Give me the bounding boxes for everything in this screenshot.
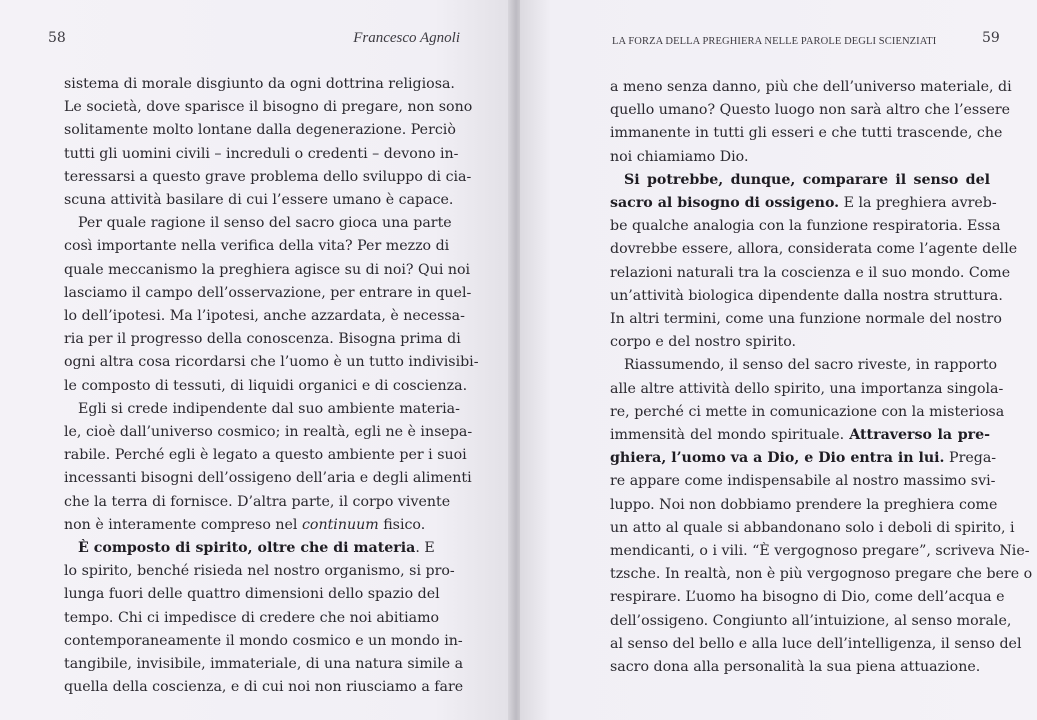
right-page [520, 0, 1037, 720]
line-text: immanente in tutti gli esseri e che tutti trascende, che [610, 125, 1003, 142]
text-line [64, 514, 432, 537]
line-text: dell’ossigeno. Congiunto all’intuizione, al senso morale, [610, 612, 1012, 629]
text-line [64, 235, 450, 258]
line-text: corpo e del nostro spirito. [610, 334, 797, 351]
line-text: sistema di morale disgiunto da ogni dottrina religiosa. [64, 76, 455, 92]
line-text: solitamente molto lontane dalla degenerazione. Perciò [64, 122, 456, 139]
text-line [64, 73, 455, 96]
running-head: Francesco Agnoli [353, 30, 460, 46]
text-line [610, 99, 1011, 122]
text-line [64, 212, 452, 235]
text-line [610, 540, 1030, 563]
line-text: respirare. L’uomo ha bisogno di Dio, come dell’acqua e [610, 589, 1005, 606]
text-line [64, 143, 459, 166]
line-text: alle altre attività dello spirito, una importanza singola- [610, 380, 1004, 397]
bold-text: sacro al bisogno di ossigeno. [610, 195, 840, 212]
text-line [64, 421, 473, 444]
text-line [64, 375, 468, 398]
text-line [610, 378, 1004, 401]
text-line [64, 351, 479, 374]
line-text: contemporaneamente il mondo cosmico e un mondo in- [64, 632, 463, 649]
page-number: 58 [48, 30, 66, 46]
text-line [610, 331, 990, 354]
line-text: le, cioè dall’universo cosmico; in realtà, egli ne è insepa- [64, 424, 473, 441]
line-text: un’attività biologica dipendente dalla nostra struttura. [610, 287, 1003, 304]
bold-text: Attraverso la pre- [849, 427, 991, 444]
text-line [610, 146, 990, 169]
text-line [610, 262, 1011, 285]
text-line [610, 169, 990, 192]
line-text: luppo. Noi non dobbiamo prendere la preghiera come [610, 496, 998, 513]
text-line [64, 96, 473, 119]
line-text: . E [415, 540, 435, 557]
text-line [610, 447, 997, 470]
bold-text: Si potrebbe, dunque, comparare il senso del [624, 171, 990, 188]
line-text: be qualche analogia con la funzione respiratoria. Essa [610, 218, 1001, 235]
line-text: re appare come indispensabile al nostro massimo svi- [610, 473, 996, 490]
text-line [64, 398, 460, 421]
text-line [64, 537, 435, 560]
bold-text: ghiera, l’uomo va a Dio, e Dio entra in lui. [610, 450, 945, 467]
text-line [64, 189, 454, 212]
text-line [610, 494, 998, 517]
text-line [64, 328, 461, 351]
text-line [610, 610, 1012, 633]
line-text: le composto di tessuti, di liquidi organici e di coscienza. [64, 377, 468, 394]
line-text: tutti gli uomini civili – increduli o credenti – devono in- [64, 145, 459, 162]
line-text: lo dell’ipotesi. Ma l’ipotesi, anche azzardata, è necessa- [64, 308, 465, 325]
line-text: Prega- [944, 450, 997, 467]
text-line [610, 470, 996, 493]
page-number: 59 [982, 30, 1000, 46]
text-line [610, 354, 998, 377]
text-line [610, 633, 1022, 656]
line-text: tangibile, invisibile, immateriale, di una natura simile a [64, 656, 464, 673]
text-line [64, 444, 467, 467]
line-text: sacro dona alla personalità la sua piena attuazione. [610, 659, 981, 676]
text-line [610, 308, 1002, 331]
line-text: tzsche. In realtà, non è più vergognoso pregare che bere o [610, 566, 1033, 583]
left-page [0, 0, 512, 720]
line-text: che la terra di fornisce. D’altra parte, il corpo vivente [64, 493, 451, 510]
text-line [64, 583, 440, 606]
line-text: fisico. [378, 516, 426, 533]
line-text: un atto al quale si abbandonano solo i deboli di spirito, i [610, 519, 1015, 536]
line-text: rabile. Perché egli è legato a questo ambiente per i suoi [64, 447, 467, 464]
text-line [64, 607, 440, 630]
line-text: E la preghiera avreb- [839, 195, 997, 212]
text-line [64, 259, 471, 282]
line-text: incessanti bisogni dell’ossigeno dell’aria e degli alimenti [64, 470, 472, 487]
line-text: Per quale ragione il senso del sacro gioca una parte [78, 215, 452, 232]
text-line [64, 305, 465, 328]
text-line [610, 122, 1003, 145]
line-text: noi chiamiamo Dio. [610, 148, 749, 165]
text-line [610, 76, 1012, 99]
line-text: ria per il progresso della conoscenza. Bisogna prima di [64, 331, 461, 348]
body-text [610, 76, 1033, 679]
line-text: non è interamente compreso nel [64, 516, 302, 533]
line-text: Le società, dove sparisce il bisogno di pregare, non sono [64, 99, 473, 116]
line-text: mendicanti, o i vili. “È vergognoso pregare”, scriveva Nie- [610, 543, 1030, 560]
text-line [610, 424, 990, 447]
line-text: così importante nella verifica della vita? Per mezzo di [64, 238, 450, 255]
body-text [64, 73, 479, 699]
line-text: re, perché ci mette in comunicazione con la misteriosa [610, 403, 1005, 420]
line-text: al senso del bello e alla luce dell’intelligenza, il senso del [610, 635, 1022, 652]
line-text: In altri termini, come una funzione normale del nostro [610, 311, 1002, 328]
text-line [610, 401, 1005, 424]
text-line [64, 630, 463, 653]
line-text: a meno senza danno, più che dell’universo materiale, di [610, 79, 1012, 95]
text-line [610, 215, 1001, 238]
line-text: teressarsi a questo grave problema dello sviluppo di cia- [64, 168, 472, 185]
text-line [64, 166, 472, 189]
line-text: lo spirito, benché risieda nel nostro organismo, si pro- [64, 563, 455, 580]
text-line [610, 563, 1033, 586]
line-text: tempo. Chi ci impedisce di credere che noi abitiamo [64, 609, 440, 626]
line-text: dovrebbe essere, allora, considerata come l’agente delle [610, 241, 1018, 258]
line-text: Egli si crede indipendente dal suo ambiente materia- [78, 400, 460, 417]
line-text: quale meccanismo la preghiera agisce su di noi? Qui noi [64, 261, 471, 278]
running-head: LA FORZA DELLA PREGHIERA NELLE PAROLE DEGLI SCIENZIATI [612, 36, 937, 47]
text-line [64, 491, 451, 514]
text-line [64, 119, 456, 142]
text-line [64, 653, 464, 676]
line-text: immensità del mondo spirituale. [610, 427, 850, 444]
line-text: scuna attività basilare di cui l’essere umano è capace. [64, 192, 454, 209]
bold-text: È composto di spirito, oltre che di materia [78, 540, 416, 557]
line-text: ogni altra cosa ricordarsi che l’uomo è un tutto indivisibi- [64, 354, 479, 371]
text-line [610, 656, 990, 679]
line-text: lunga fuori delle quattro dimensioni dello spazio del [64, 586, 440, 603]
line-text: lasciamo il campo dell’osservazione, per entrare in quel- [64, 284, 472, 301]
text-line [64, 282, 472, 305]
text-line [64, 676, 464, 699]
text-line [610, 586, 1005, 609]
text-line [610, 285, 1003, 308]
italic-text: continuum [301, 516, 379, 533]
text-line [64, 560, 455, 583]
text-line [610, 517, 1015, 540]
line-text: quella della coscienza, e di cui noi non riusciamo a fare [64, 679, 464, 696]
text-line [610, 192, 997, 215]
text-line [610, 238, 1018, 261]
line-text: relazioni naturali tra la coscienza e il suo mondo. Come [610, 264, 1011, 281]
text-line [64, 467, 472, 490]
line-text: quello umano? Questo luogo non sarà altro che l’essere [610, 102, 1011, 119]
line-text: Riassumendo, il senso del sacro riveste, in rapporto [624, 357, 998, 374]
